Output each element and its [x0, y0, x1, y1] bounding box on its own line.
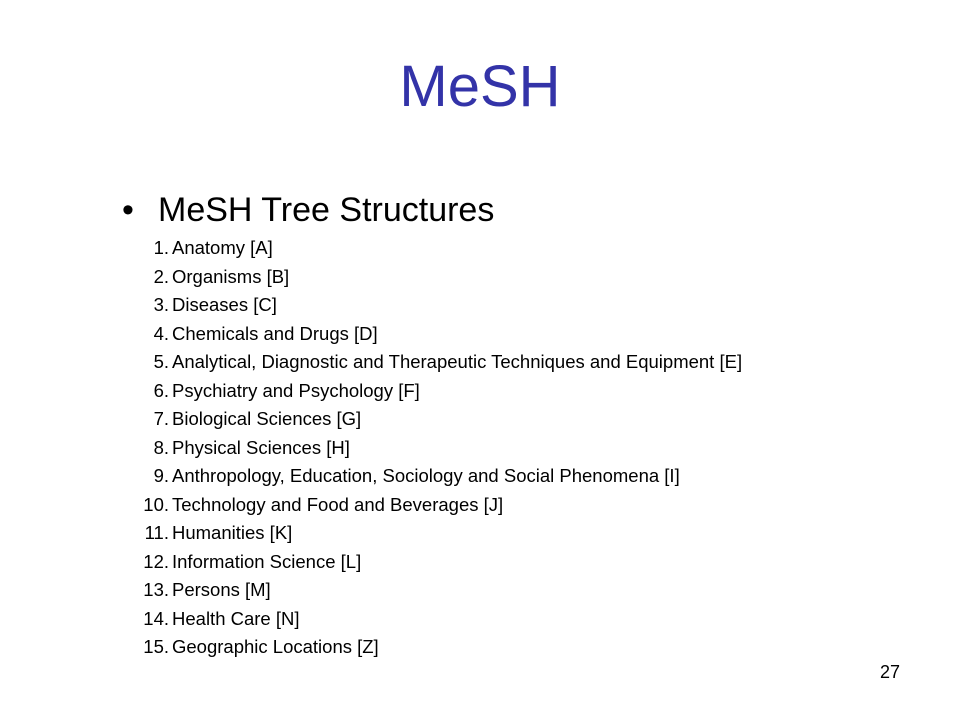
list-item: [141, 320, 742, 349]
item-label: Organisms [B]: [172, 265, 290, 287]
bullet-heading: [122, 184, 494, 236]
item-label: Humanities [K]: [172, 522, 293, 543]
item-number: 7.: [153, 408, 169, 429]
item-number: 14.: [143, 607, 169, 629]
bullet-icon: •: [122, 191, 134, 229]
item-number: 15.: [143, 636, 169, 657]
list-item: [141, 519, 742, 548]
item-label: Physical Sciences [H]: [172, 436, 350, 458]
item-number: 4.: [153, 322, 169, 344]
list-item: [141, 462, 742, 491]
item-label: Health Care [N]: [172, 607, 300, 629]
item-number: 10.: [143, 493, 169, 515]
item-number: 5.: [153, 351, 169, 372]
item-number: 11.: [144, 522, 169, 543]
tree-structures-list: [141, 234, 742, 662]
item-label: Analytical, Diagnostic and Therapeutic Techniques and Equipment [E]: [172, 351, 743, 372]
list-item: [141, 605, 742, 634]
item-number: 6.: [153, 379, 169, 401]
page-number: 27: [879, 662, 901, 682]
item-number: 12.: [143, 550, 169, 572]
item-number: 9.: [153, 465, 169, 486]
slide-title: MeSH: [399, 54, 561, 119]
list-item: [141, 234, 742, 263]
list-item: [141, 291, 742, 320]
list-item: [141, 263, 742, 292]
item-label: Diseases [C]: [172, 294, 277, 315]
item-number: 3.: [153, 294, 169, 315]
item-number: 1.: [153, 237, 169, 258]
item-number: 13.: [143, 579, 169, 600]
list-item: [141, 348, 742, 377]
list-item: [141, 434, 742, 463]
list-item: [141, 405, 742, 434]
list-item: [141, 548, 742, 577]
item-label: Anatomy [A]: [172, 237, 273, 258]
list-item: [141, 633, 742, 662]
list-item: [141, 491, 742, 520]
list-item: [141, 377, 742, 406]
item-label: Geographic Locations [Z]: [172, 636, 379, 657]
item-label: Chemicals and Drugs [D]: [172, 322, 378, 344]
item-label: Psychiatry and Psychology [F]: [172, 379, 420, 401]
item-label: Information Science [L]: [172, 550, 362, 572]
item-label: Technology and Food and Beverages [J]: [172, 493, 504, 515]
bullet-text: MeSH Tree Structures: [158, 191, 495, 229]
item-label: Persons [M]: [172, 579, 271, 600]
list-item: [141, 576, 742, 605]
item-label: Biological Sciences [G]: [172, 408, 362, 429]
item-label: Anthropology, Education, Sociology and Social Phenomena [I]: [172, 465, 680, 486]
item-number: 2.: [153, 265, 169, 287]
item-number: 8.: [153, 436, 169, 458]
